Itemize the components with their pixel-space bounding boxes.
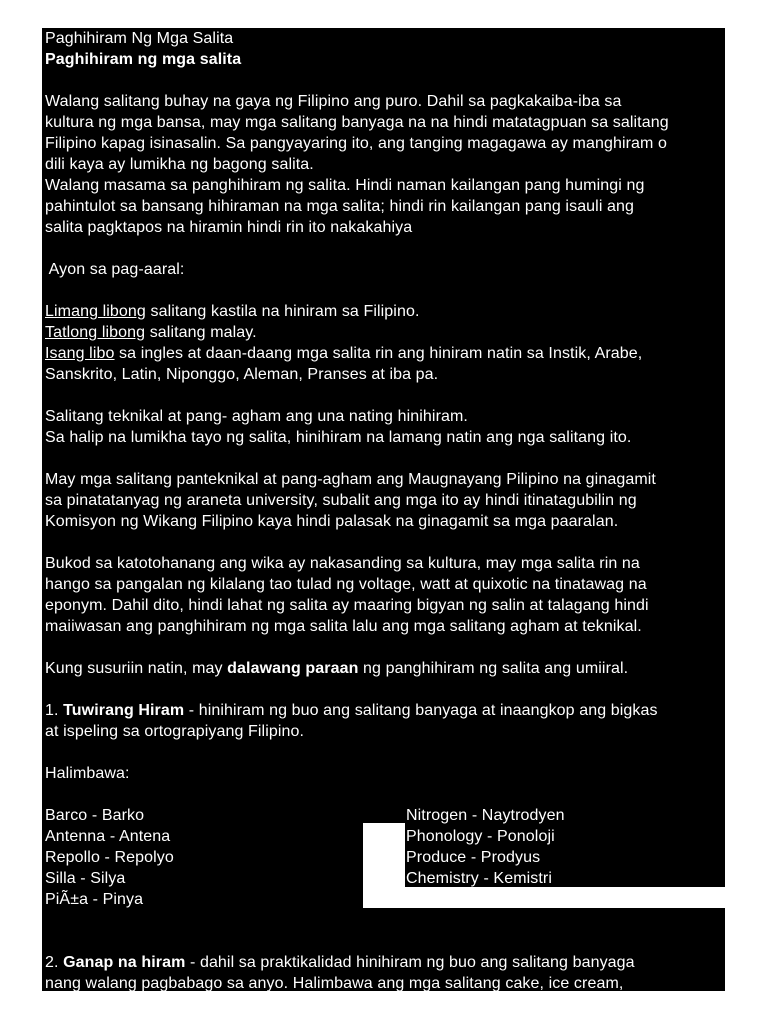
item-1-continuation: at ispeling sa ortograpiyang Filipino.	[45, 723, 305, 740]
page-cutout-bottom	[363, 887, 725, 908]
teknikal-line: Sa halip na lumikha tayo ng salita, hinihiram na lamang natin ang nga salitang ito.	[45, 429, 632, 446]
kung-pre: Kung susuriin natin, may	[45, 660, 228, 677]
item-2-term: Ganap na hiram	[63, 954, 186, 971]
item-2-continuation: nang walang pagbabago sa anyo. Halimbawa ang mga salitang cake, ice cream,	[45, 975, 624, 992]
item-2-text: - dahil sa praktikalidad hinihiram ng buo ang salitang banyaga	[185, 954, 635, 971]
ayon-heading: Ayon sa pag-aaral:	[45, 261, 185, 278]
example-right: Nitrogen - Naytrodyen	[406, 807, 565, 824]
example-left: Silla - Silya	[45, 870, 126, 887]
intro-line: kultura ng mga bansa, may mga salitang banyaga na na hindi matatagpuan sa salitang	[45, 114, 669, 131]
item-1-text: - hinihiram ng buo ang salitang banyaga at inaangkop ang bigkas	[184, 702, 658, 719]
stat-lead: Tatlong libong	[45, 324, 146, 341]
example-left: PiÃ±a - Pinya	[45, 891, 144, 908]
intro-line: Walang masama sa panghihiram ng salita. Hindi naman kailangan pang humingi ng	[45, 177, 645, 194]
intro-line: Walang salitang buhay na gaya ng Filipino ang puro. Dahil sa pagkakaiba-iba sa	[45, 93, 622, 110]
intro-line: salita pagktapos na hiramin hindi rin ito nakakahiya	[45, 219, 413, 236]
bukod-line: maiiwasan ang panghihiram ng mga salita lalu ang mga salitang agham at teknikal.	[45, 618, 642, 635]
document-subtitle: Paghihiram ng mga salita	[45, 51, 242, 68]
kung-line	[45, 658, 628, 679]
intro-line: dili kaya ay lumikha ng bagong salita.	[45, 156, 314, 173]
item-2-number: 2.	[45, 954, 64, 971]
panteknikal-line: sa pinatatanyag ng araneta university, subalit ang mga ito ay hindi itinatagubilin ng	[45, 492, 637, 509]
example-right: Chemistry - Kemistri	[406, 870, 553, 887]
example-right: Phonology - Ponoloji	[406, 828, 555, 845]
stat-lead: Isang libo	[45, 345, 115, 362]
item-1-number: 1.	[45, 702, 64, 719]
stat-line	[45, 343, 642, 364]
intro-line: pahintulot sa bansang hihiraman na mga salita; hindi rin kailangan pang isauli ang	[45, 198, 635, 215]
item-1	[45, 700, 658, 721]
stat-rest: sa ingles at daan-daang mga salita rin ang hiniram natin sa Instik, Arabe,	[114, 345, 643, 362]
bukod-line: Bukod sa katotohanang ang wika ay nakasanding sa kultura, may mga salita rin na	[45, 555, 640, 572]
halimbawa-label: Halimbawa:	[45, 765, 130, 782]
stat-line	[45, 301, 420, 322]
item-1-term: Tuwirang Hiram	[63, 702, 185, 719]
stat-rest: salitang kastila na hiniram sa Filipino.	[145, 303, 420, 320]
example-left: Barco - Barko	[45, 807, 145, 824]
item-2	[45, 952, 635, 973]
teknikal-line: Salitang teknikal at pang- agham ang una nating hinihiram.	[45, 408, 468, 425]
example-left: Repollo - Repolyo	[45, 849, 174, 866]
stat-rest: salitang malay.	[145, 324, 257, 341]
stat-lead: Limang libong	[45, 303, 146, 320]
stat-line	[45, 322, 257, 343]
kung-bold: dalawang paraan	[227, 660, 359, 677]
stat-continuation: Sanskrito, Latin, Niponggo, Aleman, Pranses at iba pa.	[45, 366, 439, 383]
panteknikal-line: May mga salitang panteknikal at pang-agham ang Maugnayang Pilipino na ginagamit	[45, 471, 656, 488]
kung-post: ng panghihiram ng salita ang umiiral.	[358, 660, 629, 677]
bukod-line: hango sa pangalan ng kilalang tao tulad ng voltage, watt at quixotic na tinatawag na	[45, 576, 647, 593]
bukod-line: eponym. Dahil dito, hindi lahat ng salita ay maaring bigyan ng salin at talagang hindi	[45, 597, 649, 614]
panteknikal-line: Komisyon ng Wikang Filipino kaya hindi palasak na ginagamit sa mga paaralan.	[45, 513, 619, 530]
intro-line: Filipino kapag isinasalin. Sa pangyayaring ito, ang tanging magagawa ay manghiram o	[45, 135, 668, 152]
document-title: Paghihiram Ng Mga Salita	[45, 30, 234, 47]
example-right: Produce - Prodyus	[406, 849, 541, 866]
example-left: Antenna - Antena	[45, 828, 171, 845]
